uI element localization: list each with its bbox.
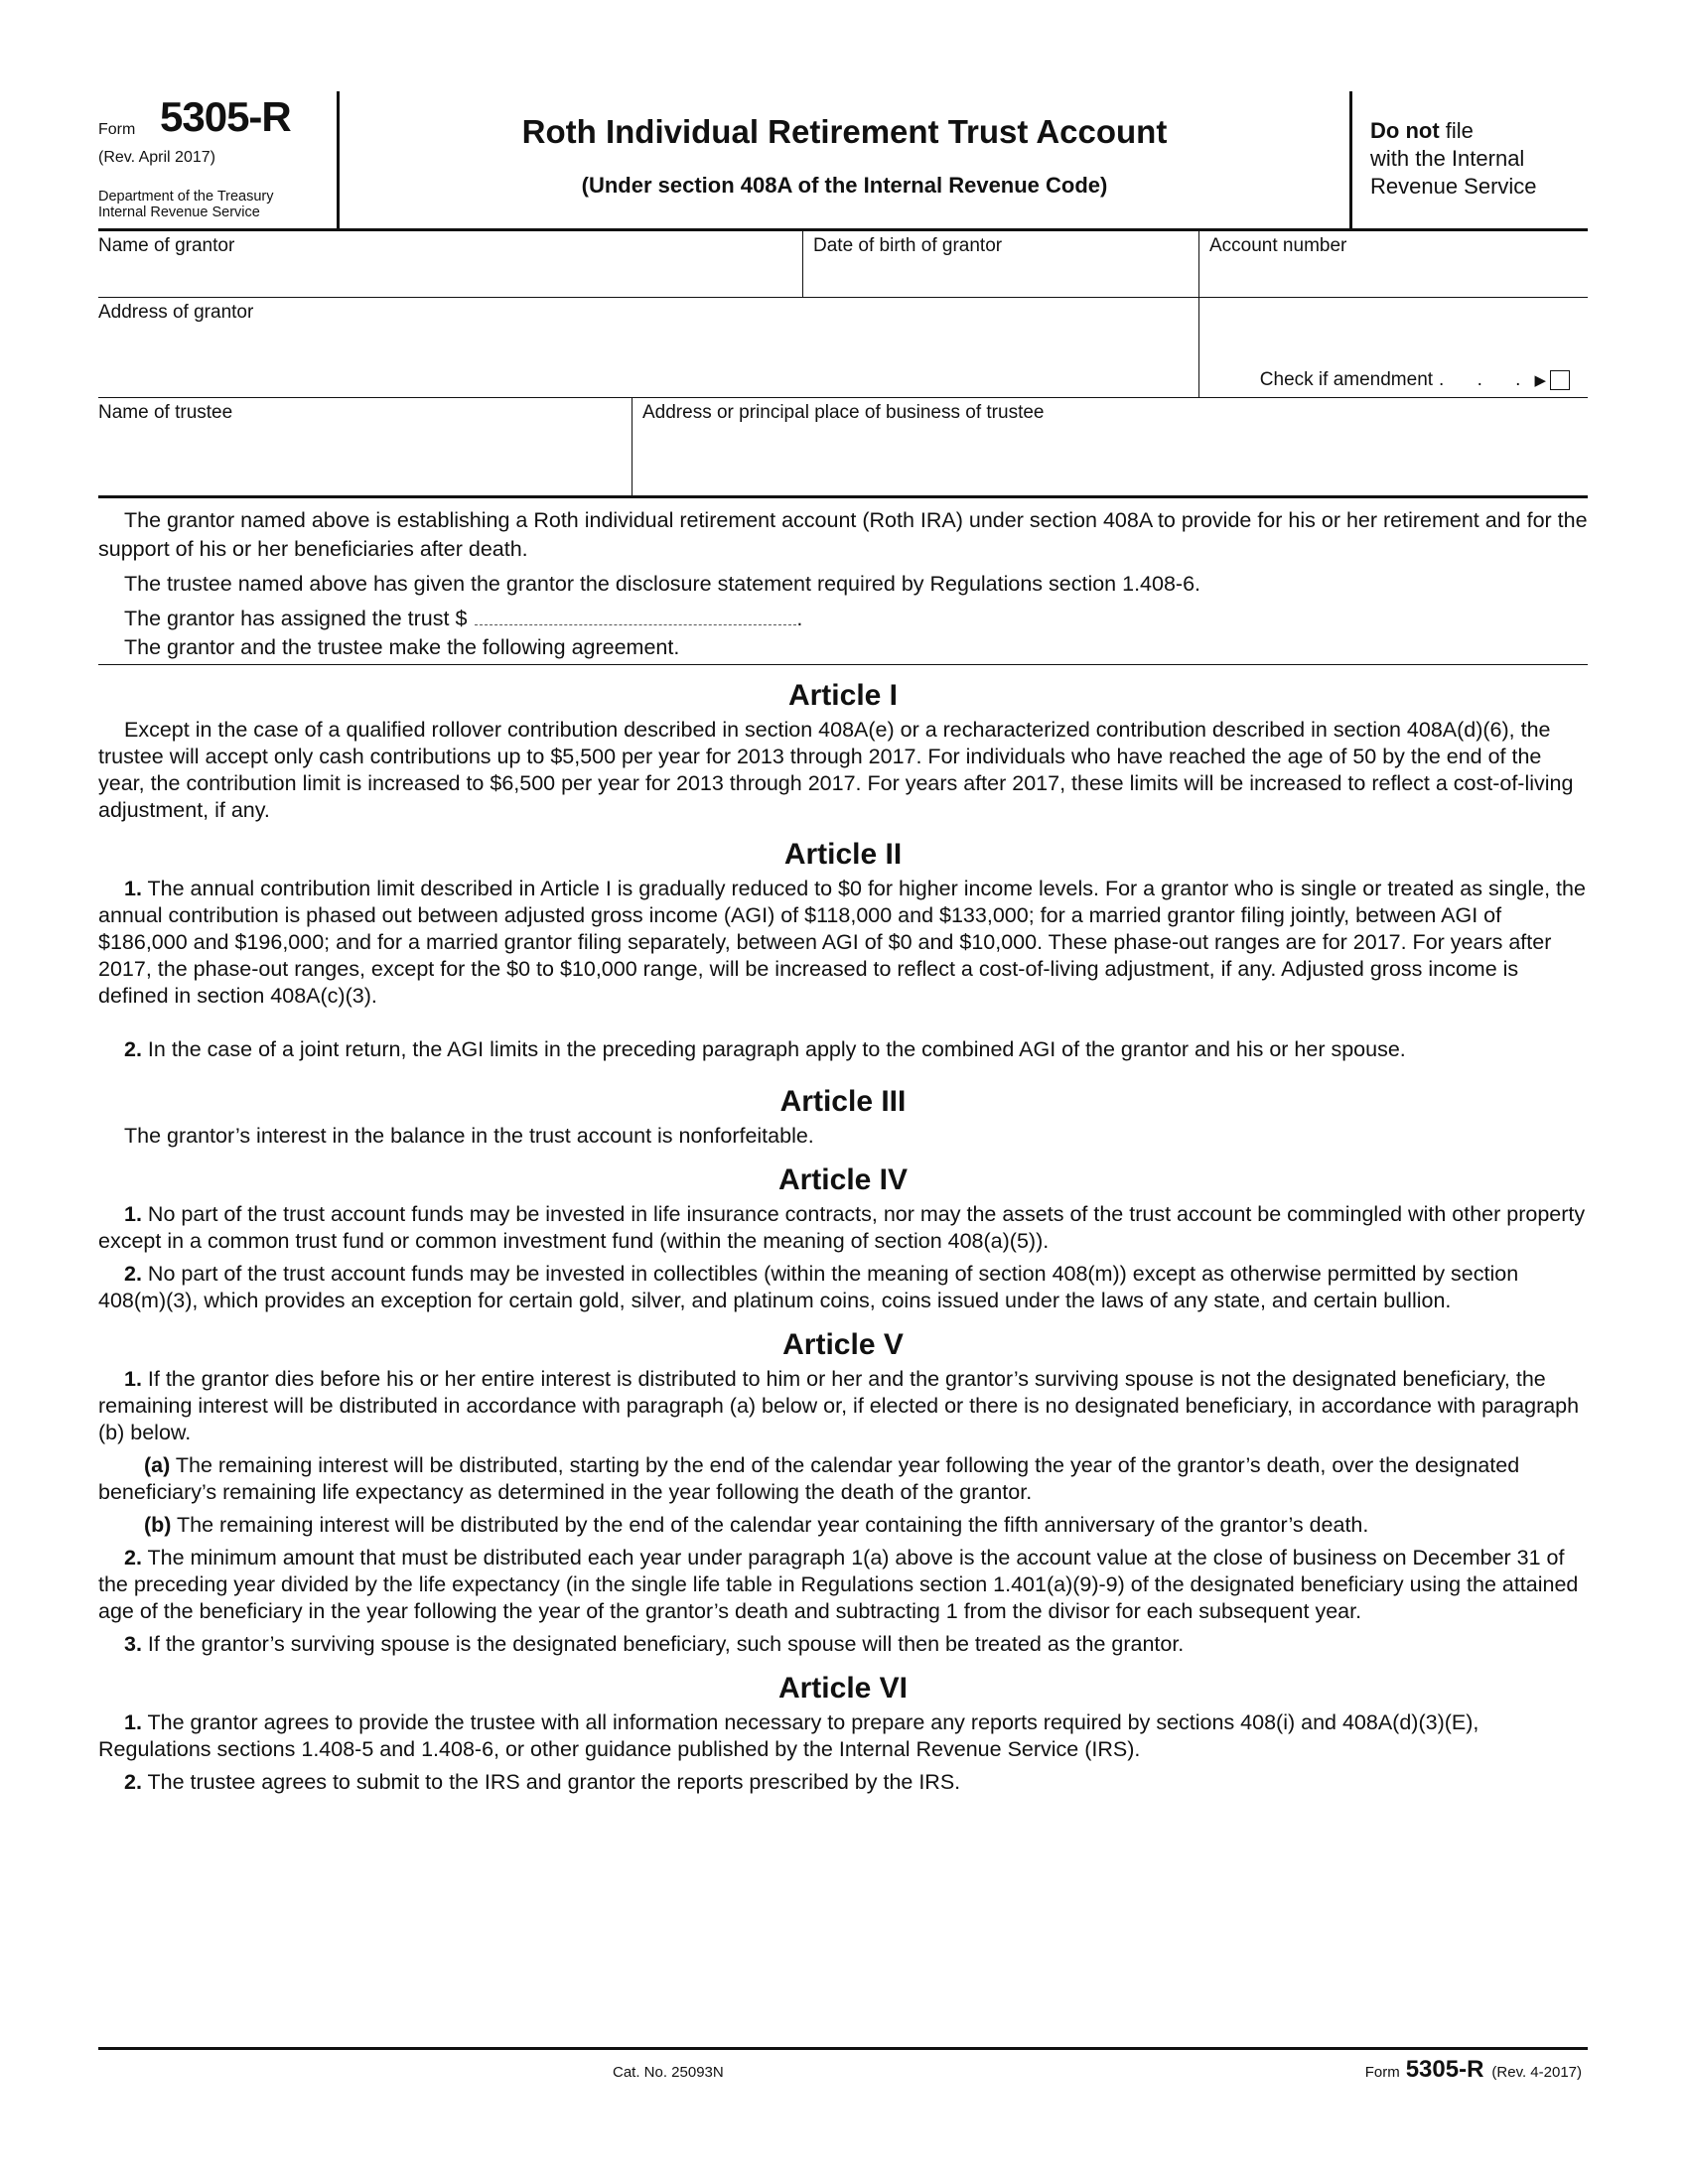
paragraph-number: 2. xyxy=(124,1546,142,1570)
paragraph-text: The trustee agrees to submit to the IRS and grantor the reports prescribed by the IRS. xyxy=(141,1770,961,1794)
article-1-paragraph: Except in the case of a qualified rollover contribution described in section 408A(e) or a recharacterized contribution described in section 408A(d)(6), the trustee will accept only cash contributions up to $5,500 per year for 2013 through 2017. For individuals who have reached the age of 50 by the end of the year, the contribution limit is increased to $6,500 per year for 2013 through 2017. For years after 2017, these limits will be increased to reflect a cost-of-living adjustment, if any. xyxy=(98,718,1574,822)
grantor-row xyxy=(98,231,1588,298)
file-line-1: file xyxy=(1439,118,1474,143)
intro-paragraph-4: The grantor and the trustee make the following agreement. xyxy=(98,633,1588,665)
article-4-paragraph-1 xyxy=(98,1201,1588,1255)
paragraph-text: If the grantor’s surviving spouse is the designated beneficiary, such spouse will then be treated as the grantor. xyxy=(141,1632,1185,1656)
assigned-amount-input[interactable] xyxy=(475,605,796,625)
paragraph-number: 2. xyxy=(124,1262,142,1286)
article-5-paragraph-1 xyxy=(98,1366,1588,1446)
paragraph-number: 1. xyxy=(124,1202,142,1226)
paragraph-text: The minimum amount that must be distributed each year under paragraph 1(a) above is the account value at the close of business on December 31 of the preceding year divided by the life expectancy (in the single life table in Regulations section 1.401(a)(9)-9) of the designated beneficiary using the attained age of the beneficiary in the year following the year of the grantor’s death and subtracting 1 from the divisor for each subsequent year. xyxy=(98,1546,1579,1623)
department xyxy=(98,189,274,220)
department-line-2: Internal Revenue Service xyxy=(98,205,260,220)
paragraph-number: 3. xyxy=(124,1632,142,1656)
article-5-heading: Article V xyxy=(782,1328,904,1361)
do-not-file-notice xyxy=(1349,91,1588,228)
article-1 xyxy=(98,679,1588,824)
address-of-trustee-label: Address or principal place of business of trustee xyxy=(642,402,1045,423)
form-header xyxy=(98,91,1588,231)
form-id-block xyxy=(98,91,340,228)
article-6-paragraph-1 xyxy=(98,1709,1588,1763)
article-5-paragraph-3 xyxy=(98,1631,1588,1658)
paragraph-number: 1. xyxy=(124,1367,142,1391)
article-3-heading: Article III xyxy=(779,1085,907,1118)
paragraph-text: The remaining interest will be distributed, starting by the end of the calendar year following the year of the grantor’s death, over the designated beneficiary’s remaining life expectancy as determined in the year following the death of the grantor. xyxy=(98,1453,1520,1504)
article-4 xyxy=(98,1163,1588,1314)
form-revision: (Rev. April 2017) xyxy=(98,149,215,166)
footer-revision: (Rev. 4-2017) xyxy=(1491,2064,1582,2081)
form-subtitle: (Under section 408A of the Internal Revenue Code) xyxy=(581,173,1108,198)
paragraph-number: 2. xyxy=(124,1037,142,1061)
paragraph-text: The remaining interest will be distributed by the end of the calendar year containing the fifth anniversary of the grantor’s death. xyxy=(171,1513,1369,1537)
date-of-birth-label: Date of birth of grantor xyxy=(813,235,1003,256)
check-if-amendment xyxy=(1260,369,1570,391)
article-4-heading: Article IV xyxy=(777,1163,909,1196)
article-5-paragraph-2 xyxy=(98,1545,1588,1625)
paragraph-number: 2. xyxy=(124,1770,142,1794)
paragraph-number: 1. xyxy=(124,1710,142,1734)
article-1-heading: Article I xyxy=(787,679,899,712)
catalog-number: Cat. No. 25093N xyxy=(613,2064,724,2081)
address-of-grantor-label: Address of grantor xyxy=(98,302,254,323)
form-title: Roth Individual Retirement Trust Account xyxy=(521,113,1168,150)
article-5-paragraph-a xyxy=(98,1452,1588,1506)
account-number-label: Account number xyxy=(1209,235,1347,256)
article-5-paragraph-b xyxy=(98,1512,1588,1539)
arrow-icon: ▶ xyxy=(1534,372,1546,389)
name-of-trustee-label: Name of trustee xyxy=(98,402,233,423)
intro-paragraph-3 xyxy=(98,605,1588,633)
paragraph-letter: (a) xyxy=(144,1453,171,1477)
intro-paragraph-1: The grantor named above is establishing a Roth individual retirement account (Roth IRA) under section 408A to provide for his or her retirement and for the support of his or her beneficiaries after death. xyxy=(98,508,1588,561)
paragraph-text: No part of the trust account funds may be invested in life insurance contracts, nor may the assets of the trust account be commingled with other property except in a common trust fund or common investment fund (within the meaning of section 408(a)(5)). xyxy=(98,1202,1586,1253)
name-of-grantor-label: Name of grantor xyxy=(98,235,235,256)
article-3-paragraph: The grantor’s interest in the balance in the trust account is nonforfeitable. xyxy=(124,1124,814,1148)
article-4-paragraph-2 xyxy=(98,1261,1588,1314)
paragraph-letter: (b) xyxy=(144,1513,172,1537)
trustee-row xyxy=(98,398,1588,495)
file-line-2: with the Internal xyxy=(1370,146,1525,171)
paragraph-text: The annual contribution limit described in Article I is gradually reduced to $0 for higher income levels. For a grantor who is single or treated as single, the annual contribution is phased out between adjusted gross income (AGI) of $118,000 and $133,000; for a married grantor filing jointly, between AGI of $186,000 and $196,000; and for a married grantor filing separately, between AGI of $0 and $10,000. These phase-out ranges are for 2017. For years after 2017, the phase-out ranges, except for the $0 to $10,000 range, will be increased to reflect a cost-of-living adjustment, if any. Adjusted gross income is defined in section 408A(c)(3). xyxy=(98,877,1586,1008)
amendment-cell xyxy=(1198,298,1588,397)
paragraph-text: If the grantor dies before his or her entire interest is distributed to him or her and the grantor’s surviving spouse is not the designated beneficiary, the remaining interest will be distributed in accordance with paragraph (a) below or, if elected or there is no designated beneficiary, in accordance with paragraph (b) below. xyxy=(98,1367,1580,1444)
leader-dots: . . . xyxy=(1439,369,1535,390)
paragraph-text: No part of the trust account funds may be invested in collectibles (within the meaning of section 408(m)) except as otherwise permitted by section 408(m)(3), which provides an exception for certain gold, silver, and platinum coins, coins issued under the laws of any state, and certain bullion. xyxy=(98,1262,1519,1312)
file-line-3: Revenue Service xyxy=(1370,174,1537,199)
form-word: Form xyxy=(98,121,136,138)
do-not-label: Do not xyxy=(1370,118,1440,143)
account-number-field[interactable] xyxy=(1198,231,1588,297)
form-page xyxy=(98,91,1588,1796)
article-6 xyxy=(98,1672,1588,1796)
assign-suffix: . xyxy=(796,607,803,630)
check-if-amendment-label: Check if amendment xyxy=(1259,369,1434,390)
article-6-heading: Article VI xyxy=(777,1672,909,1705)
footer-form-word: Form xyxy=(1364,2064,1400,2081)
name-of-grantor-field[interactable] xyxy=(98,231,802,297)
paragraph-number: 1. xyxy=(124,877,142,900)
footer-form-number: 5305-R xyxy=(1405,2056,1484,2083)
intro-section xyxy=(98,495,1588,665)
address-of-grantor-field[interactable] xyxy=(98,298,1198,397)
address-row xyxy=(98,298,1588,398)
article-3 xyxy=(98,1085,1588,1150)
paragraph-text: The grantor agrees to provide the trustee with all information necessary to prepare any reports required by sections 408(i) and 408A(d)(3)(E), Regulations sections 1.408-5 and 1.408-6, or other guidance published by the Internal Revenue Service (IRS). xyxy=(98,1710,1479,1761)
department-line-1: Department of the Treasury xyxy=(98,189,274,205)
article-2 xyxy=(98,838,1588,1063)
footer-form-id xyxy=(1365,2056,1588,2084)
article-6-paragraph-2 xyxy=(98,1769,1588,1796)
name-of-trustee-field[interactable] xyxy=(98,398,632,495)
intro-paragraph-2: The trustee named above has given the grantor the disclosure statement required by Regulations section 1.408-6. xyxy=(124,572,1201,596)
title-block xyxy=(340,91,1349,228)
address-of-trustee-field[interactable] xyxy=(632,398,1588,495)
amendment-checkbox[interactable] xyxy=(1550,370,1570,390)
article-2-paragraph-1 xyxy=(98,876,1588,1010)
article-5 xyxy=(98,1328,1588,1658)
form-number: 5305-R xyxy=(160,93,291,140)
paragraph-text: In the case of a joint return, the AGI limits in the preceding paragraph apply to the combined AGI of the grantor and his or her spouse. xyxy=(141,1037,1406,1061)
assign-label: The grantor has assigned the trust $ xyxy=(124,607,468,630)
date-of-birth-field[interactable] xyxy=(802,231,1198,297)
article-2-heading: Article II xyxy=(783,838,903,871)
article-2-paragraph-2 xyxy=(98,1036,1588,1063)
form-footer xyxy=(98,2047,1588,2090)
